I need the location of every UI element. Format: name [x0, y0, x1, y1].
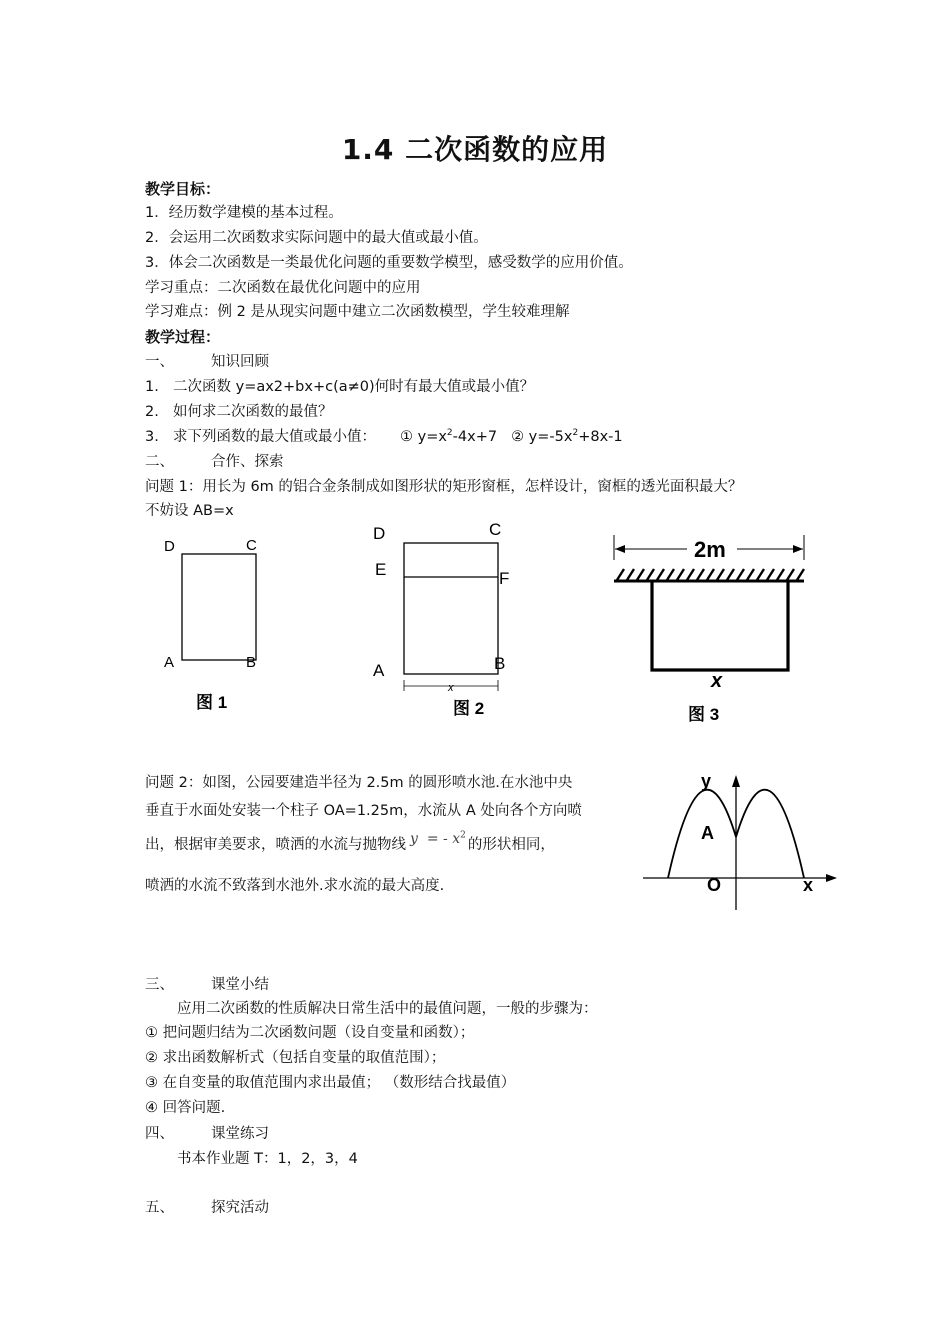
label-f: F	[499, 569, 510, 588]
review-question-2	[145, 402, 333, 422]
summary-step: ④ 回答问题.	[145, 1100, 226, 1116]
section-number: 一、	[145, 354, 174, 370]
section-title: 探究活动	[211, 1200, 269, 1216]
problem-2-line-4: 喷洒的水流不致落到水池外.求水流的最大高度.	[145, 878, 445, 894]
question-text: 求下列函数的最大值或最小值：	[173, 429, 376, 445]
exercise-text: 书本作业题 T：1，2，3，4	[177, 1151, 358, 1167]
hatch-stroke	[767, 569, 774, 580]
objective-item: 3．体会二次函数是一类最优化问题的重要数学模型，感受数学的应用价值。	[145, 255, 633, 271]
question-number: 1.	[145, 379, 159, 395]
summary-step: ① 把问题归结为二次函数问题（设自变量和函数）；	[145, 1025, 475, 1041]
section-title: 合作、探索	[211, 454, 284, 470]
fence-rectangle	[652, 581, 788, 670]
figure-3	[605, 530, 815, 730]
hatch-stroke	[797, 569, 804, 580]
label-e: E	[375, 560, 387, 579]
x-axis-arrow	[826, 874, 837, 882]
hatch-stroke	[637, 569, 644, 580]
hatch-stroke	[777, 569, 784, 580]
wall-hatching	[617, 569, 804, 580]
hatch-stroke	[657, 569, 664, 580]
label-b: B	[494, 654, 506, 673]
figure-caption: 图 2	[453, 699, 485, 718]
width-label: 2m	[694, 537, 726, 562]
hatch-stroke	[677, 569, 684, 580]
objective-item: 2．会运用二次函数求实际问题中的最大值或最小值。	[145, 230, 488, 246]
figure-caption: 图 3	[688, 705, 720, 724]
section2-heading	[145, 452, 284, 472]
origin-label: O	[707, 875, 722, 895]
hatch-stroke	[707, 569, 714, 580]
fountain-graph	[635, 765, 845, 915]
section-number: 三、	[145, 977, 174, 993]
x-label: x	[803, 875, 814, 895]
label-x: x	[448, 682, 454, 694]
hatch-stroke	[687, 569, 694, 580]
figure-caption: 图 1	[196, 693, 228, 712]
parabola-formula: y = - $x^2$	[410, 830, 466, 847]
right-water-arc	[736, 790, 804, 878]
label-d: D	[164, 538, 175, 555]
hatch-stroke	[697, 569, 704, 580]
review-question-3	[145, 427, 623, 447]
label-a: A	[373, 661, 385, 680]
function-1: ① $y=x^2-4x+7$	[400, 428, 498, 445]
section-title: 课堂练习	[211, 1126, 269, 1142]
problem-2-line-2: 垂直于水面处安装一个柱子 OA=1.25m，水流从 A 处向各个方向喷	[145, 803, 582, 819]
label-x: x	[711, 670, 723, 692]
summary-step: ② 求出函数解析式（包括自变量的取值范围）；	[145, 1050, 446, 1066]
process-heading: 教学过程：	[145, 328, 221, 346]
objectives-heading: 教学目标：	[145, 180, 221, 198]
label-b: B	[246, 654, 257, 671]
section-number: 二、	[145, 454, 174, 470]
question-text: 如何求二次函数的最值？	[173, 404, 333, 420]
hatch-stroke	[737, 569, 744, 580]
hatch-stroke	[747, 569, 754, 580]
hatch-stroke	[617, 569, 624, 580]
hatch-stroke	[717, 569, 724, 580]
key-point: 学习重点：二次函数在最优化问题中的应用	[145, 280, 421, 296]
summary-step: ③ 在自变量的取值范围内求出最值； （数形结合找最值）	[145, 1075, 516, 1091]
problem-2-line-1: 问题 2：如图，公园要建造半径为 2.5m 的圆形喷水池.在水池中央	[145, 775, 573, 791]
question-text: 二次函数 y=ax2+bx+c(a≠0)何时有最大值或最小值？	[173, 379, 535, 395]
window-rectangle	[182, 554, 256, 660]
section4-heading	[145, 1124, 269, 1144]
hatch-stroke	[727, 569, 734, 580]
review-question-1	[145, 377, 534, 397]
section5-heading	[145, 1198, 269, 1218]
label-c: C	[246, 537, 257, 554]
section3-heading	[145, 975, 269, 995]
function-2: ② $y=-5x^2+8x-1$	[511, 428, 623, 445]
y-axis-arrow	[732, 775, 740, 787]
section-number: 四、	[145, 1126, 174, 1142]
hatch-stroke	[787, 569, 794, 580]
section1-heading	[145, 352, 269, 372]
question-number: 3.	[145, 429, 159, 445]
point-a-label: A	[701, 823, 714, 843]
figure-1	[150, 530, 290, 720]
page-title: 1.4 二次函数的应用	[341, 133, 609, 166]
hatch-stroke	[757, 569, 764, 580]
section-title: 课堂小结	[211, 977, 269, 993]
figure-2	[365, 515, 525, 725]
problem-1-text: 问题 1：用长为 6m 的铝合金条制成如图形状的矩形窗框，怎样设计，窗框的透光面积最大？	[145, 479, 743, 495]
question-number: 2.	[145, 404, 159, 420]
label-c: C	[489, 520, 502, 539]
hatch-stroke	[627, 569, 634, 580]
window-rectangle	[404, 543, 498, 674]
hatch-stroke	[667, 569, 674, 580]
objective-item: 1．经历数学建模的基本过程。	[145, 205, 343, 221]
hatch-stroke	[647, 569, 654, 580]
label-d: D	[373, 524, 386, 543]
difficulty: 学习难点：例 2 是从现实问题中建立二次函数模型，学生较难理解	[145, 304, 570, 320]
summary-intro: 应用二次函数的性质解决日常生活中的最值问题，一般的步骤为：	[177, 1001, 598, 1017]
problem-2-line-3: 出，根据审美要求，喷洒的水流与抛物线 y = - $x^2$的形状相同，	[145, 830, 555, 853]
y-label: y	[701, 771, 712, 791]
section-number: 五、	[145, 1200, 174, 1216]
problem-1-assumption: 不妨设 AB=x	[145, 503, 234, 519]
section-title: 知识回顾	[211, 354, 269, 370]
label-a: A	[164, 654, 175, 671]
